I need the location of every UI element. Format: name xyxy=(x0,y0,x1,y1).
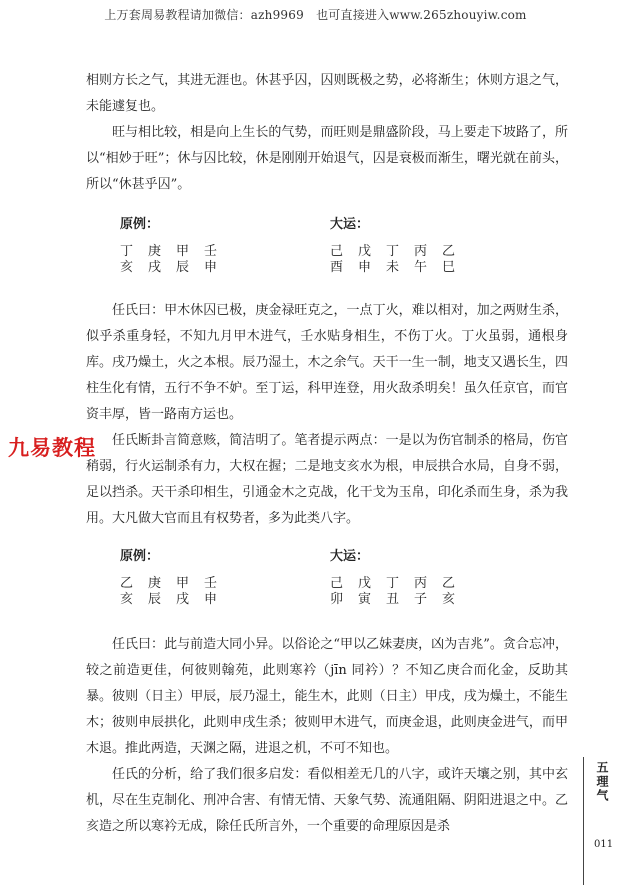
chart1-luck-branch: 午 xyxy=(414,260,428,275)
chart2-luck-branch: 寅 xyxy=(358,592,372,607)
chart2-branch: 辰 xyxy=(148,592,162,607)
chart1-luck-stem: 戊 xyxy=(358,244,372,259)
chart1-branch: 辰 xyxy=(176,260,190,275)
chart1-stem: 丁 xyxy=(120,244,134,259)
chart1-branches-row xyxy=(120,260,232,276)
chart1-luck-stem: 丙 xyxy=(414,244,428,259)
chart1-branch: 亥 xyxy=(120,260,134,275)
chart1-stem: 甲 xyxy=(176,244,190,259)
chart1-luck-label: 大运： xyxy=(330,217,370,232)
chart1-luck-stems-row xyxy=(330,244,470,260)
chart2-original-label: 原例： xyxy=(120,549,160,564)
chart2-stems-row xyxy=(120,576,232,592)
chart2-stem: 壬 xyxy=(204,576,218,591)
chart2-luck-branch: 亥 xyxy=(442,592,456,607)
chart2-branch: 亥 xyxy=(120,592,134,607)
chart2-luck-stem: 丙 xyxy=(414,576,428,591)
chart2-luck-stems-row xyxy=(330,576,470,592)
paragraph-6: 任氏的分析，给了我们很多启发：看似相差无几的八字，或许天壤之别，其中玄机，尽在生克制化、刑冲合害、有情无情、天象气势、流通阻隔、阴阳进退之中。乙亥造之所以寒衿无成，除任氏所言外，一个重要的命理原因是杀 xyxy=(86,767,568,834)
chart1-luck-stem: 乙 xyxy=(442,244,456,259)
chart2-luck-branch: 丑 xyxy=(386,592,400,607)
paragraph-3: 任氏曰：甲木休囚已极，庚金禄旺克之，一点丁火，难以相对，加之两财生杀，似乎杀重身轻，不知九月甲木进气，壬水贴身相生，不伤丁火。丁火虽弱，通根身库。戌乃燥土，火之本根。辰乃湿土，木之余气。天干一生一制，地支又遇长生，四柱生化有情，五行不争不妒。至丁运，科甲连登，用火敌杀明矣！虽久任京官，而官资丰厚，皆一路南方运也。 xyxy=(86,303,568,422)
chart2-stem: 乙 xyxy=(120,576,134,591)
chart1-branch: 戌 xyxy=(148,260,162,275)
chart2-luck-label: 大运： xyxy=(330,549,370,564)
chart1-luck-stem: 丁 xyxy=(386,244,400,259)
chart2-branch: 申 xyxy=(204,592,218,607)
chart1-luck-branch: 申 xyxy=(358,260,372,275)
chart2-stem: 甲 xyxy=(176,576,190,591)
chart2-luck-stem: 乙 xyxy=(442,576,456,591)
watermark-logo: 九易教程 xyxy=(8,436,96,460)
chart1-original-label: 原例： xyxy=(120,217,160,232)
bazi-chart-2 xyxy=(86,532,568,632)
chart1-luck-branches-row xyxy=(330,260,470,276)
chart1-stems-row xyxy=(120,244,232,260)
chart1-branch: 申 xyxy=(204,260,218,275)
chart1-luck-branch: 巳 xyxy=(442,260,456,275)
paragraph-5: 任氏曰：此与前造大同小异。以俗论之“甲以乙妹妻庚，凶为吉兆”。贪合忘冲，较之前造更佳，何彼则翰苑，此则寒衿（jīn 同衿）？不知乙庚合而化金，反助其暴。彼则（日主）甲辰，辰乃湿土，能生木，此则（日主）甲戌，戌为燥土，不能生木；彼则申辰拱化，此则申戌生杀；彼则甲木进气，而庚金退，此则庚金进气，而甲木退。推此两造，天渊之隔，进退之机，不可不知也。 xyxy=(86,637,568,756)
chart2-luck-stem: 丁 xyxy=(386,576,400,591)
chart2-luck-branches-row xyxy=(330,592,470,608)
chart1-luck-branch: 酉 xyxy=(330,260,344,275)
chart2-luck-stem: 己 xyxy=(330,576,344,591)
chart2-branch: 戌 xyxy=(176,592,190,607)
page-number: 011 xyxy=(594,839,614,850)
chart2-luck-stem: 戊 xyxy=(358,576,372,591)
page-body xyxy=(86,68,568,840)
paragraph-4: 任氏断卦言简意赅，简洁明了。笔者提示两点：一是以为伤官制杀的格局，伤官稍弱，行火运制杀有力，大权在握；二是地支亥水为根，申辰拱合水局，自身不弱，足以挡杀。天干杀印相生，引通金木之克战，化干戈为玉帛，印化杀而生身，杀为我用。大凡做大官而且有权势者，多为此类八字。 xyxy=(86,433,568,526)
bazi-chart-1 xyxy=(86,198,568,298)
paragraph-2: 旺与相比较，相是向上生长的气势，而旺则是鼎盛阶段，马上要走下坡路了，所以“相妙于旺”；休与囚比较，休是刚刚开始退气，囚是衰极而渐生，曙光就在前头，所以“休甚乎囚”。 xyxy=(86,125,568,192)
chart1-luck-stem: 己 xyxy=(330,244,344,259)
chart2-luck-branch: 卯 xyxy=(330,592,344,607)
page-sidebar xyxy=(583,757,614,885)
chart1-stem: 庚 xyxy=(148,244,162,259)
chart2-stem: 庚 xyxy=(148,576,162,591)
chart1-luck-branch: 未 xyxy=(386,260,400,275)
chart2-branches-row xyxy=(120,592,232,608)
paragraph-1: 相则方长之气，其进无涯也。休甚乎囚，囚则既极之势，必将渐生；休则方退之气，未能遽复也。 xyxy=(86,73,568,114)
chart1-stem: 壬 xyxy=(204,244,218,259)
section-title: 五理气 xyxy=(595,761,609,803)
chart2-luck-branch: 子 xyxy=(414,592,428,607)
header-banner: 上万套周易教程请加微信：azh9969 也可直接进入www.265zhouyiw.com xyxy=(104,8,527,22)
